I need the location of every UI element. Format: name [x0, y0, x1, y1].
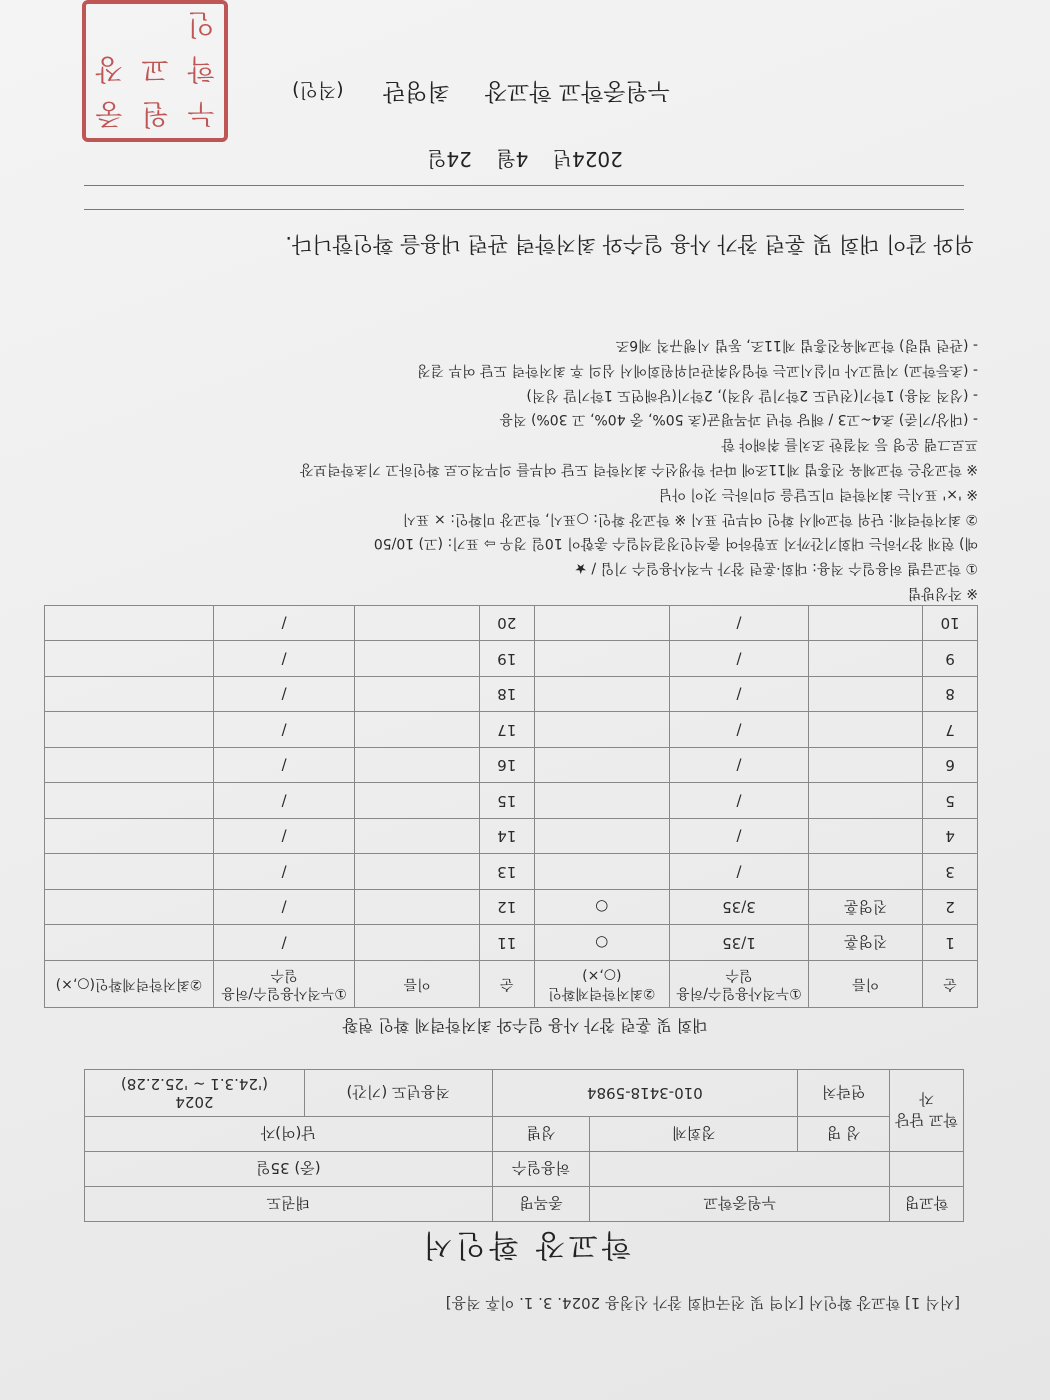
- left-check-cell: [534, 783, 669, 819]
- left-check-cell: [534, 641, 669, 677]
- sport-value: 태권도: [85, 1187, 493, 1222]
- left-name-cell: [809, 854, 923, 890]
- issue-date: [0, 146, 1050, 175]
- note-line: 프로그램 운영 등 적절한 조치를 취해야 함: [721, 436, 978, 453]
- writing-instructions: [58, 332, 978, 605]
- left-name-cell: [809, 783, 923, 819]
- header-days-left: ①누적사용일수/허용일수: [669, 961, 808, 1008]
- table-row: [45, 677, 978, 713]
- right-check-cell: [45, 712, 214, 748]
- left-n-cell: 5: [923, 783, 978, 819]
- left-name-cell: [809, 712, 923, 748]
- seal-glyph: 인: [187, 8, 215, 42]
- left-name-cell: 진영훈: [809, 890, 923, 926]
- right-days-cell: /: [213, 677, 354, 713]
- left-days-cell: 1/35: [669, 925, 808, 961]
- right-check-cell: [45, 677, 214, 713]
- seal-note: (직인): [292, 79, 344, 101]
- right-check-cell: [45, 854, 214, 890]
- left-check-cell: [534, 606, 669, 642]
- right-check-cell: [45, 748, 214, 784]
- gender-value: 남(여)자: [85, 1117, 493, 1152]
- gender-label: 성별: [492, 1117, 590, 1152]
- official-seal-stamp: [82, 0, 228, 142]
- left-name-cell: [809, 606, 923, 642]
- left-days-cell: /: [669, 854, 808, 890]
- right-check-cell: [45, 890, 214, 926]
- left-check-cell: ○: [534, 890, 669, 926]
- left-days-cell: /: [669, 819, 808, 855]
- school-label: 학교명: [890, 1187, 964, 1222]
- right-days-cell: /: [213, 819, 354, 855]
- right-name-cell: [355, 890, 480, 926]
- table-row: [45, 854, 978, 890]
- left-check-cell: [534, 854, 669, 890]
- note-line: ② 최저학력제: 단위 학교에서 확인 여부만 표시 ※ 학교장 확인: ○표시, 학교장 미확인: × 표시: [402, 510, 978, 527]
- name-value: 정회제: [590, 1117, 798, 1152]
- sport-label: 종목명: [492, 1187, 590, 1222]
- right-check-cell: [45, 641, 214, 677]
- seal-glyph: 장: [95, 53, 123, 87]
- left-name-cell: [809, 819, 923, 855]
- right-name-cell: [355, 854, 480, 890]
- seal-glyph: 학: [187, 53, 215, 87]
- page-title: 학교장 확인서: [419, 1227, 631, 1262]
- school-label-cont: [890, 1152, 964, 1187]
- left-check-cell: [534, 712, 669, 748]
- right-days-cell: /: [213, 641, 354, 677]
- header-name-left: 이름: [809, 961, 923, 1008]
- left-name-cell: 진영훈: [809, 925, 923, 961]
- left-n-cell: 2: [923, 890, 978, 926]
- header-no-left: 순: [923, 961, 978, 1008]
- seal-glyph: 누: [187, 97, 215, 131]
- left-n-cell: 7: [923, 712, 978, 748]
- note-line: - (관련 법령) 학교체육진흥법 제11조, 동법 시행규칙 제6조: [615, 337, 978, 354]
- right-n-cell: 14: [479, 819, 534, 855]
- note-line: ① 학교급별 허용일수 적용: 대회·훈련 참가 누적사용일수 기입 / ★: [574, 560, 978, 577]
- left-check-cell: ○: [534, 925, 669, 961]
- header-name-right: 이름: [355, 961, 480, 1008]
- seal-glyph: 중: [95, 97, 123, 131]
- left-days-cell: /: [669, 712, 808, 748]
- left-n-cell: 4: [923, 819, 978, 855]
- header-days-right: ①누적사용일수/허용일수: [213, 961, 354, 1008]
- left-n-cell: 8: [923, 677, 978, 713]
- right-name-cell: [355, 783, 480, 819]
- right-n-cell: 17: [479, 712, 534, 748]
- right-n-cell: 13: [479, 854, 534, 890]
- form-note: [서식 1] 학교장 확인서 [지역 및 전국대회 참가 신청용 2024. 3. 1. 이후 적용]: [445, 1294, 960, 1312]
- confirm-statement: 위와 같이 대회 및 훈련 참가 사용 일수와 최저학력 관련 내용을 확인합니다.: [285, 232, 974, 256]
- right-name-cell: [355, 925, 480, 961]
- signature-name: 최영란: [382, 78, 450, 104]
- right-name-cell: [355, 677, 480, 713]
- manager-label: 학교 담당자: [890, 1070, 964, 1152]
- school-name: 누원중학교: [590, 1187, 890, 1222]
- table-row: [45, 606, 978, 642]
- note-line: ※ 학교장은 학교체육 진흥법 제11조에 따라 학생선수 최저학력 도달 여부를 의무적으로 확인하고 기초학력보장: [299, 461, 978, 478]
- left-n-cell: 3: [923, 854, 978, 890]
- divider: [84, 185, 964, 186]
- school-name-cont: [590, 1152, 890, 1187]
- right-name-cell: [355, 748, 480, 784]
- header-no-right: 순: [479, 961, 534, 1008]
- school-info-table: [84, 1069, 964, 1222]
- right-n-cell: 19: [479, 641, 534, 677]
- allowed-value: (중) 35일: [85, 1152, 493, 1187]
- name-label: 성 명: [798, 1117, 890, 1152]
- right-n-cell: 11: [479, 925, 534, 961]
- note-line: - (성적 적용) 1학기(전년도 2학기말 성적), 2학기(당해연도 1학기말 성적): [526, 386, 978, 403]
- period-value: [85, 1070, 305, 1117]
- date-month: 4월: [496, 147, 529, 171]
- left-days-cell: /: [669, 677, 808, 713]
- left-check-cell: [534, 748, 669, 784]
- signature-line: [264, 77, 670, 110]
- header-check-left: ②최저학력제확인(○,×): [534, 961, 669, 1008]
- right-n-cell: 18: [479, 677, 534, 713]
- note-line: 예) 현재 참가하는 대회기간까지 포함하여 출석인정결석일수 총합이 10일 경우 ⇨ 표기: (고) 10/50: [373, 535, 978, 552]
- record-table: [44, 605, 978, 1008]
- left-n-cell: 10: [923, 606, 978, 642]
- left-n-cell: 6: [923, 748, 978, 784]
- left-days-cell: /: [669, 748, 808, 784]
- divider: [84, 209, 964, 210]
- table-row: [45, 641, 978, 677]
- left-n-cell: 9: [923, 641, 978, 677]
- seal-glyph: 원: [141, 97, 169, 131]
- period-label: 적용년도 (기간): [304, 1070, 492, 1117]
- left-check-cell: [534, 819, 669, 855]
- allowed-label: 허용일수: [492, 1152, 590, 1187]
- right-name-cell: [355, 641, 480, 677]
- right-days-cell: /: [213, 783, 354, 819]
- right-n-cell: 20: [479, 606, 534, 642]
- left-name-cell: [809, 641, 923, 677]
- left-days-cell: 3/35: [669, 890, 808, 926]
- right-name-cell: [355, 712, 480, 748]
- left-check-cell: [534, 677, 669, 713]
- note-line: - (대상/기준) 초4~고3 / 해당 학년 과목평균(초 50%, 중 40%, 고 30%) 적용: [499, 411, 978, 428]
- right-check-cell: [45, 606, 214, 642]
- right-n-cell: 12: [479, 890, 534, 926]
- left-name-cell: [809, 677, 923, 713]
- note-line: ※ '×' 표시는 최저학력 미도달을 의미하는 것이 아님: [658, 485, 978, 502]
- note-line: - (초등학교) 지필고사 미실시교는 학업성취관리위원회에서 심의 후 최저학력 도달 여부 결정: [417, 361, 978, 378]
- record-caption: 대회 및 훈련 참가 사용 일수와 최저학력제 확인 현황: [342, 1016, 708, 1035]
- right-days-cell: /: [213, 854, 354, 890]
- table-row: [45, 890, 978, 926]
- right-days-cell: /: [213, 890, 354, 926]
- table-row: [45, 748, 978, 784]
- seal-glyph: 교: [141, 53, 169, 87]
- right-days-cell: /: [213, 925, 354, 961]
- note-line: ※ 작성방법: [907, 585, 978, 601]
- right-days-cell: /: [213, 748, 354, 784]
- left-name-cell: [809, 748, 923, 784]
- table-row: [45, 925, 978, 961]
- right-check-cell: [45, 925, 214, 961]
- left-days-cell: /: [669, 783, 808, 819]
- period-range: ('24.3.1 ~ '25.2.28): [120, 1075, 268, 1093]
- date-day: 24일: [427, 147, 472, 171]
- header-check-right: ②최저학력제확인(○,×): [45, 961, 214, 1008]
- table-row: [45, 783, 978, 819]
- right-name-cell: [355, 606, 480, 642]
- right-days-cell: /: [213, 606, 354, 642]
- right-days-cell: /: [213, 712, 354, 748]
- right-name-cell: [355, 819, 480, 855]
- right-check-cell: [45, 819, 214, 855]
- table-row: [45, 819, 978, 855]
- right-n-cell: 16: [479, 748, 534, 784]
- contact-value: 010-3418-5984: [492, 1070, 798, 1117]
- left-days-cell: /: [669, 641, 808, 677]
- left-n-cell: 1: [923, 925, 978, 961]
- signature-school: 누원중학교 학교장: [484, 78, 670, 104]
- table-row: [45, 712, 978, 748]
- right-check-cell: [45, 783, 214, 819]
- date-year: 2024년: [552, 147, 623, 171]
- left-days-cell: /: [669, 606, 808, 642]
- right-n-cell: 15: [479, 783, 534, 819]
- contact-label: 연락처: [798, 1070, 890, 1117]
- period-year: 2024: [175, 1093, 214, 1111]
